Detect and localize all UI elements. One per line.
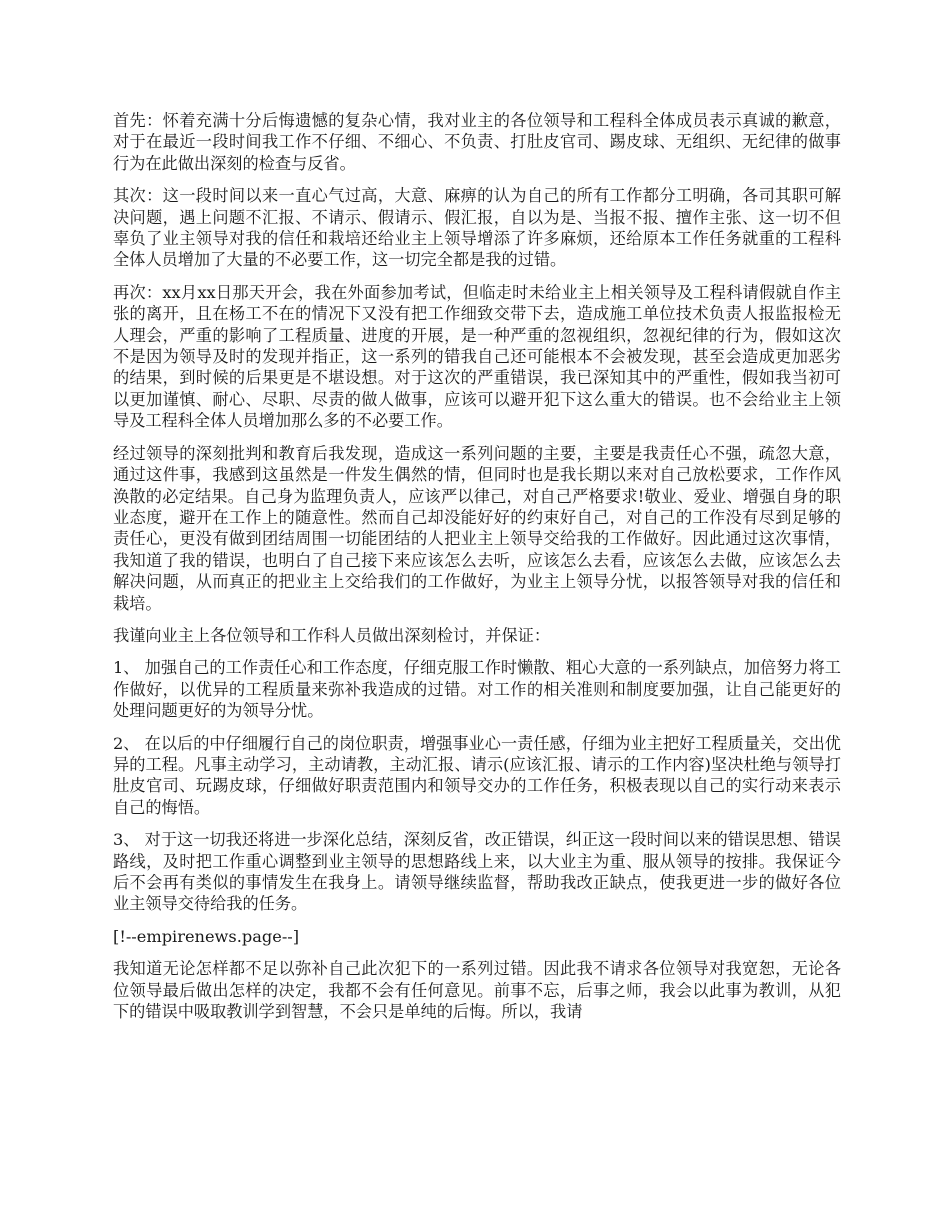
pledge-item-2: 2、 在以后的中仔细履行自己的岗位职责，增强事业心一责任感，仔细为业主把好工程质量关，交出优异的工程。凡事主动学习，主动请教，主动汇报、请示(应该汇报、请示的工作内容)坚决杜绝与领导打肚皮官司、玩踢皮球，仔细做好职责范围内和领导交办的工作任务，积极表现以自己的实行动来表示自己的悔悟。 — [113, 733, 841, 817]
pledge-item-3: 3、 对于这一切我还将进一步深化总结，深刻反省，改正错误，纠正这一段时间以来的错误思想、错误路线，及时把工作重心调整到业主领导的思想路线上来，以大业主为重、服从领导的按排。我保证今后不会再有类似的事情发生在我身上。请领导继续监督，帮助我改正缺点，使我更进一步的做好各位业主领导交待给我的任务。 — [113, 830, 841, 914]
paragraph-second: 其次：这一段时间以来一直心气过高，大意、麻痹的认为自己的所有工作都分工明确，各司其职可解决问题，遇上问题不汇报、不请示、假请示、假汇报，自以为是、当报不报、擅作主张、这一切不但辜负了业主领导对我的信任和栽培还给业主上领导增添了许多麻烦，还给原本工作任务就重的工程科全体人员增加了大量的不必要工作，这一切完全都是我的过错。 — [113, 186, 841, 270]
page-break-marker: [!--empirenews.page--] — [113, 926, 300, 946]
paragraph-pledge-intro: 我谨向业主上各位领导和工作科人员做出深刻检讨，并保证： — [113, 625, 551, 645]
paragraph-closing: 我知道无论怎样都不足以弥补自己此次犯下的一系列过错。因此我不请求各位领导对我宽恕，无论各位领导最后做出怎样的决定，我都不会有任何意见。前事不忘，后事之师，我会以此事为教训，从犯下的错误中吸取教训学到智慧，不会只是单纯的后悔。所以，我请 — [113, 959, 841, 1022]
paragraph-reflection: 经过领导的深刻批判和教育后我发现，造成这一系列问题的主要，主要是我责任心不强，疏忽大意，通过这件事，我感到这虽然是一件发生偶然的情，但同时也是我长期以来对自己放松要求，工作作风涣散的必定结果。自己身为监理负责人，应该严以律己，对自己严格要求!敬业、爱业、增强自身的职业态度，避开在工作上的随意性。然而自己却没能好好的约束好自己，对自己的工作没有尽到足够的责任心，更没有做到团结周围一切能团结的人把业主上领导交给我的工作做好。因此通过这次事情，我知道了我的错误，也明白了自己接下来应该怎么去听，应该怎么去看，应该怎么去做，应该怎么去解决问题，从而真正的把业主上交给我们的工作做好，为业主上领导分忧，以报答领导对我的信任和栽培。 — [113, 443, 841, 613]
pledge-item-1: 1、 加强自己的工作责任心和工作态度，仔细克服工作时懒散、粗心大意的一系列缺点，加倍努力将工作做好，以优异的工程质量来弥补我造成的过错。对工作的相关准则和制度要加强，让自己能更好的处理问题更好的为领导分忧。 — [113, 658, 841, 721]
document-body — [113, 110, 841, 1033]
paragraph-intro: 首先：怀着充满十分后悔遗憾的复杂心情，我对业主的各位领导和工程科全体成员表示真诚的歉意，对于在最近一段时间我工作不仔细、不细心、不负责、打肚皮官司、踢皮球、无组织、无纪律的做事行为在此做出深刻的检查与反省。 — [113, 111, 841, 173]
paragraph-third: 再次：xx月xx日那天开会，我在外面参加考试，但临走时未给业主上相关领导及工程科请假就自作主张的离开，且在杨工不在的情况下又没有把工作细致交带下去，造成施工单位技术负责人报监报检无人理会，严重的影响了工程质量、进度的开展，是一种严重的忽视组织，忽视纪律的行为，假如这次不是因为领导及时的发现并指正，这一系列的错我自己还可能根本不会被发现，甚至会造成更加恶劣的结果，到时候的后果更是不堪设想。对于这次的严重错误，我已深知其中的严重性，假如我当初可以更加谨慎、耐心、尽职、尽责的做人做事，应该可以避开犯下这么重大的错误。也不会给业主上领导及工程科全体人员增加那么多的不必要工作。 — [113, 282, 841, 431]
